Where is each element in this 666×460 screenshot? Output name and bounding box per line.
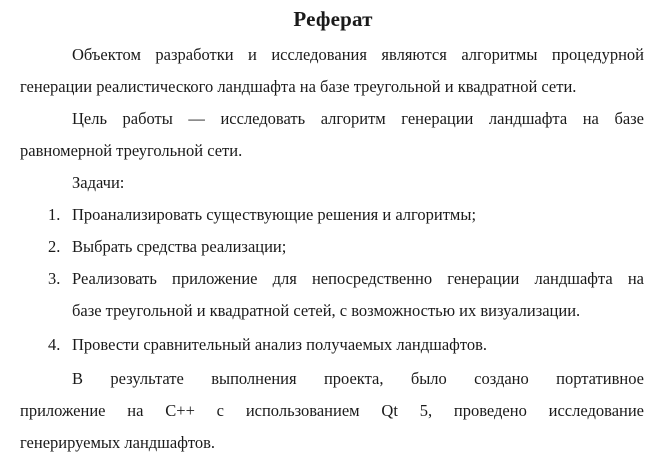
task-item-text: Провести сравнительный анализ получаемых ландшафтов.	[72, 335, 488, 354]
para2-line1: Цель работы — исследовать алгоритм генерации ландшафта на базе	[72, 109, 644, 128]
tasks-label: Задачи:	[72, 173, 125, 192]
task-number: 3.	[48, 269, 61, 288]
para3-line2: приложение на C++ с использованием Qt 5, проведено исследование	[20, 401, 644, 420]
para3-line1: В результате выполнения проекта, было создано портативное	[72, 369, 644, 388]
task-item-text: Проанализировать существующие решения и алгоритмы;	[72, 205, 477, 224]
para1-line1: Объектом разработки и исследования являются алгоритмы процедурной	[72, 45, 644, 64]
task-item-text: базе треугольной и квадратной сетей, с возможностью их визуализации.	[72, 301, 581, 320]
task-number: 1.	[48, 205, 61, 224]
para1-line2: генерации реалистического ландшафта на базе треугольной и квадратной сети.	[20, 77, 577, 96]
task-item-text: Реализовать приложение для непосредственно генерации ландшафта на	[72, 269, 644, 288]
task-number: 4.	[48, 335, 61, 354]
para3-line3: генерируемых ландшафтов.	[20, 433, 216, 452]
task-number: 2.	[48, 237, 61, 256]
task-item-text: Выбрать средства реализации;	[72, 237, 287, 256]
para2-line2: равномерной треугольной сети.	[20, 141, 243, 160]
page-title: Реферат	[293, 7, 373, 31]
